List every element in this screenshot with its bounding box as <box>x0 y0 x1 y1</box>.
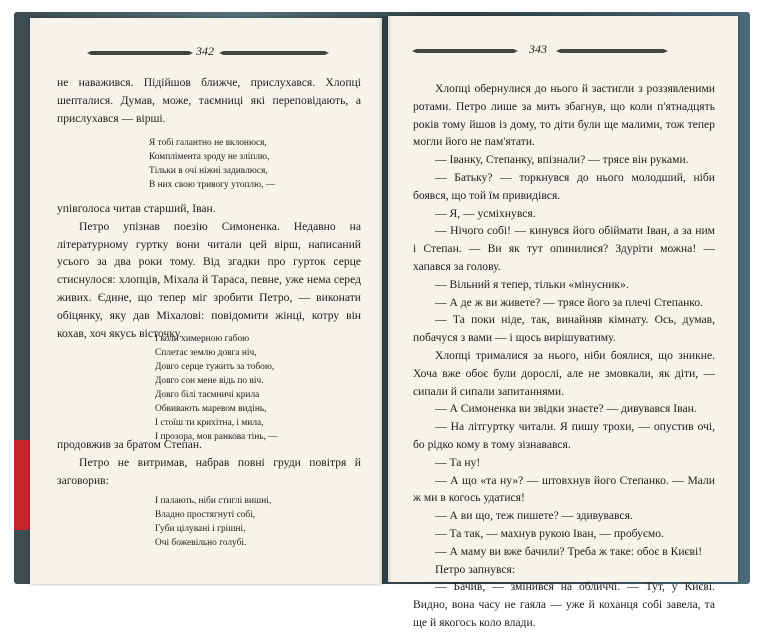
paragraph: упівголоса читав старший, Іван. <box>57 202 216 215</box>
paragraph: — А ви що, теж пишете? — здивувався. <box>435 509 633 523</box>
left-text-after <box>57 436 361 489</box>
page-number-right: 343 <box>529 42 547 56</box>
paragraph: — Та ну! <box>435 455 481 469</box>
verse-block-3 <box>155 494 365 550</box>
verse-line: Довго серце тужить за тобою, <box>155 362 275 372</box>
verse-line: Обвивають маревом видінь, <box>155 404 267 414</box>
paragraph: — Я, — усміхнувся. <box>435 206 536 220</box>
right-text <box>413 80 715 632</box>
verse-line: І палають, ніби стиглі вишні, <box>155 496 272 506</box>
verse-block-1 <box>149 136 349 192</box>
paragraph: — А Симоненка ви звідки знаєте? — дивувався Іван. <box>435 402 697 416</box>
page-number-left: 342 <box>196 44 214 58</box>
paragraph: Петро запнувся: <box>435 562 516 576</box>
paragraph: — Нічого собі! — кинувся його обіймати Іван, а за ним і Степан. — Ви як тут опинилися? Здуріти можна! — хапався за голову. <box>413 224 715 273</box>
verse-line: Тільки в очі ніжні задивлюся, <box>149 166 268 176</box>
verse-line: Довго білі таємничі крила <box>155 390 260 400</box>
paragraph: — На літгуртку читали. Я пишу трохи, — опустив очі, бо рідко кому в тому зізнавався. <box>413 420 715 451</box>
paragraph: — А що «та ну»? — штовхнув його Степанко. — Мали ж ми в когось удатися! <box>413 473 715 505</box>
paragraph: Петро упізнав поезію Симоненка. Недавно на літературному гуртку вони читали цей вірш, написаний усього за два роки тому. Від згадки про гурток серце стиснулося: хлопців, Міхала й Тараса, певне, уже нема серед живих. Єдине, що тепер міг зробити Петро, — виконати обіцянку, яку дав Міхалові: повідомити жінці, котру він кохав, хоч якусь вісточку. <box>57 219 361 340</box>
left-text-mid <box>57 200 361 342</box>
verse-line: І коли химерною габою <box>155 334 250 344</box>
left-page <box>30 18 382 584</box>
cover-red-strip <box>14 440 30 530</box>
paragraph: Петро не витримав, набрав повні груди повітря й заговорив: <box>57 455 361 487</box>
verse-line: Очі божевільно голубі. <box>155 538 247 548</box>
left-page-header <box>30 44 382 60</box>
header-rule-left <box>87 51 193 55</box>
verse-line: Я тобі галантно не вклонюся, <box>149 138 267 148</box>
left-text-top <box>57 74 361 127</box>
header-rule-right <box>219 51 329 55</box>
verse-line: І прозора, мов ранкова тінь, — <box>155 432 278 442</box>
paragraph: — А де ж ви живете? — трясе його за плечі Степанко. <box>435 295 704 309</box>
header-rule-left <box>412 49 518 53</box>
paragraph: Хлопці трималися за нього, ніби боялися, що зникне. Хоча вже обоє були дорослі, але не змовкали, як діти, — сипали й сипали запитаннями. <box>413 348 715 398</box>
paragraph: — Бачив, — змінився на обличчі. — Тут, у Києві. Видно, вона часу не гаяла — уже й коханця собі завела, та ще й якогось коло влади. <box>413 580 715 629</box>
paragraph: — Батьку? — торкнувся до нього молодший, ніби боявся, що той їм привидівся. <box>413 170 715 202</box>
verse-line: В них свою тривогу утоплю, — <box>149 180 276 190</box>
verse-line: І стоїш ти крихітна, і мила, <box>155 418 264 428</box>
verse-line: Губи цілувані і грішні, <box>155 524 246 534</box>
paragraph: — Та поки ніде, так, винайняв кімнату. Ось, думав, побачуся з вами — і щось вирішуватиму. <box>413 313 715 345</box>
right-page-header <box>388 42 738 58</box>
paragraph: Хлопці обернулися до нього й застигли з роззявленими ротами. Петро лише за мить збагнув, що коли п'ятнадцять років тому йшов із дому, то діти були ще малими, тож тепер могли його не пам'ятати. <box>413 82 715 149</box>
paragraph: — Вільний я тепер, тільки «мінусник». <box>435 277 629 291</box>
verse-line: Довго сон мене відь по віч. <box>155 376 264 386</box>
verse-line: Компліментa зроду не зліплю, <box>149 152 270 162</box>
verse-line: Владно простягнуті собі, <box>155 510 256 520</box>
verse-line: Сплетає землю довга ніч, <box>155 348 257 358</box>
paragraph: — А маму ви вже бачили? Треба ж таке: обоє в Києві! <box>435 544 703 558</box>
verse-block-2 <box>155 332 365 444</box>
header-rule-right <box>556 49 668 53</box>
paragraph: — Та так, — махнув рукою Іван, — пробуємо. <box>435 526 664 540</box>
paragraph: продовжив за братом Степан. <box>57 438 203 451</box>
paragraph: не наважився. Підійшов ближче, прислухався. Хлопці шепталися. Думав, може, таємниці які переповідають, а прислухався — вірші. <box>57 76 361 125</box>
right-page <box>388 16 738 629</box>
paragraph: — Іванку, Степанку, впізнали? — трясе він руками. <box>435 153 689 167</box>
